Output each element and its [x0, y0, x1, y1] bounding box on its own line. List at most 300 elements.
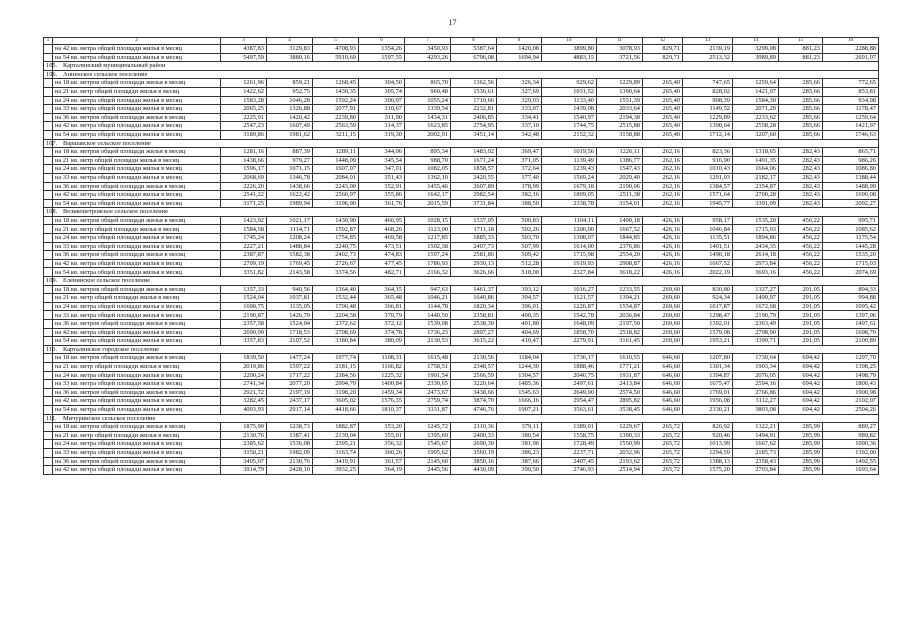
value-cell: 2547,23 — [221, 122, 267, 131]
value-cell: 646,60 — [643, 397, 683, 406]
section-title: Карталинское городское поселение — [53, 345, 879, 354]
value-cell: 865,71 — [823, 148, 879, 157]
value-cell: 1401,51 — [683, 242, 733, 251]
value-cell: 823,36 — [683, 148, 733, 157]
index-cell — [44, 45, 53, 54]
value-cell: 262,16 — [643, 156, 683, 165]
value-cell: 2074,69 — [823, 268, 879, 277]
value-cell: 426,16 — [643, 251, 683, 260]
value-cell: 1294,59 — [683, 448, 733, 457]
value-cell: 1037,81 — [267, 294, 313, 303]
value-cell: 3451,14 — [451, 130, 497, 139]
value-cell: 694,42 — [779, 371, 823, 380]
value-cell: 1953,21 — [683, 337, 733, 346]
table-row — [44, 45, 879, 54]
row-label: на 36 кв. метров общей площади жилья в месяц — [53, 113, 221, 122]
section-row — [44, 277, 879, 286]
column-number: 8 — [451, 38, 497, 45]
value-cell: 1362,10 — [405, 173, 451, 182]
value-cell: 994,88 — [823, 294, 879, 303]
value-cell: 2428,10 — [267, 466, 313, 475]
row-label: на 36 кв. метров общей площади жилья в месяц — [53, 251, 221, 260]
table-row — [44, 328, 879, 337]
value-cell: 1149,52 — [683, 105, 733, 114]
row-label: на 33 кв. метра общей площади жилья в месяц — [53, 105, 221, 114]
value-cell: 291,05 — [779, 337, 823, 346]
value-cell: 372,64 — [497, 165, 542, 174]
value-cell: 2084,01 — [313, 173, 359, 182]
value-cell: 1090,36 — [823, 440, 879, 449]
value-cell: 285,99 — [779, 457, 823, 466]
value-cell: 1769,45 — [267, 259, 313, 268]
value-cell: 829,71 — [643, 45, 683, 54]
value-cell: 1582,38 — [267, 251, 313, 260]
value-cell: 2338,78 — [542, 199, 597, 208]
row-label: на 24 кв. метра общей площади жилья в месяц — [53, 165, 221, 174]
value-cell: 1712,14 — [683, 130, 733, 139]
section-row — [44, 70, 879, 79]
value-cell: 285,99 — [779, 431, 823, 440]
tariff-table-container — [43, 37, 876, 475]
index-cell — [44, 216, 53, 225]
value-cell: 3731,84 — [451, 199, 497, 208]
index-cell — [44, 251, 53, 260]
value-cell: 1667,62 — [733, 440, 779, 449]
section-row — [44, 139, 879, 148]
value-cell: 1977,74 — [313, 354, 359, 363]
value-cell: 387,66 — [497, 457, 542, 466]
value-cell: 1135,51 — [683, 234, 733, 243]
value-cell: 1715,03 — [823, 259, 879, 268]
row-label: на 42 кв. метра общей площади жилья в месяц — [53, 466, 221, 475]
index-cell — [44, 191, 53, 200]
index-cell — [44, 96, 53, 105]
value-cell: 342,48 — [497, 130, 542, 139]
value-cell: 1982,09 — [267, 448, 313, 457]
value-cell: 1535,20 — [733, 216, 779, 225]
value-cell: 1301,34 — [683, 362, 733, 371]
value-cell: 282,43 — [779, 173, 823, 182]
value-cell: 456,22 — [779, 225, 823, 234]
value-cell: 1919,93 — [542, 259, 597, 268]
table-row — [44, 87, 879, 96]
row-label: на 24 кв. метра общей площади жилья в месяц — [53, 371, 221, 380]
value-cell: 1245,72 — [405, 423, 451, 432]
value-cell: 1298,47 — [683, 311, 733, 320]
value-cell: 1499,97 — [733, 294, 779, 303]
value-cell: 426,16 — [643, 268, 683, 277]
value-cell: 1395,69 — [405, 431, 451, 440]
index-cell — [44, 466, 53, 475]
value-cell: 1422,62 — [221, 87, 267, 96]
value-cell: 482,71 — [359, 268, 405, 277]
value-cell: 1667,52 — [597, 225, 643, 234]
value-cell: 1268,45 — [313, 79, 359, 88]
value-cell: 1019,56 — [542, 148, 597, 157]
value-cell: 1229,67 — [597, 423, 643, 432]
value-cell: 1423,92 — [221, 216, 267, 225]
value-cell: 3189,86 — [221, 130, 267, 139]
value-cell: 410,47 — [497, 337, 542, 346]
value-cell: 282,43 — [779, 156, 823, 165]
column-number: 2 — [53, 38, 221, 45]
value-cell: 3220,64 — [451, 380, 497, 389]
value-cell: 2700,28 — [733, 191, 779, 200]
value-cell: 1858,57 — [451, 165, 497, 174]
table-row — [44, 148, 879, 157]
value-cell: 4746,76 — [451, 405, 497, 414]
value-cell: 2102,07 — [823, 397, 879, 406]
value-cell: 2166,32 — [405, 268, 451, 277]
value-cell: 364,19 — [359, 466, 405, 475]
value-cell: 2357,58 — [221, 320, 267, 329]
value-cell: 3331,87 — [405, 405, 451, 414]
value-cell: 2068,69 — [221, 173, 267, 182]
table-row — [44, 440, 879, 449]
value-cell: 1844,85 — [597, 234, 643, 243]
value-cell: 1226,87 — [542, 302, 597, 311]
value-cell: 1597,22 — [267, 362, 313, 371]
value-cell: 1524,04 — [267, 320, 313, 329]
value-cell: 1671,24 — [451, 156, 497, 165]
value-cell: 2363,49 — [733, 320, 779, 329]
value-cell: 386,23 — [497, 448, 542, 457]
column-number: 9 — [497, 38, 542, 45]
value-cell: 382,16 — [497, 191, 542, 200]
value-cell: 1477,24 — [267, 354, 313, 363]
value-cell: 1144,78 — [405, 302, 451, 311]
value-cell: 2376,86 — [597, 242, 643, 251]
value-cell: 2691,07 — [823, 53, 879, 62]
value-cell: 388,50 — [497, 199, 542, 208]
value-cell: 3874,70 — [451, 397, 497, 406]
value-cell: 1885,33 — [451, 234, 497, 243]
value-cell: 1071,15 — [267, 165, 313, 174]
column-number: 3 — [221, 38, 267, 45]
value-cell: 894,33 — [823, 285, 879, 294]
column-number: 1 — [44, 38, 53, 45]
value-cell: 2982,54 — [451, 191, 497, 200]
value-cell: 1569,24 — [542, 173, 597, 182]
value-cell: 370,79 — [359, 311, 405, 320]
value-cell: 2225,91 — [221, 113, 267, 122]
index-cell — [44, 130, 53, 139]
value-cell: 1730,64 — [733, 354, 779, 363]
value-cell: 1540,97 — [542, 113, 597, 122]
value-cell: 2708,90 — [733, 328, 779, 337]
row-label: на 42 кв. метра общей площади жилья в месяц — [53, 122, 221, 131]
value-cell: 1488,99 — [823, 182, 879, 191]
value-cell: 352,91 — [359, 182, 405, 191]
value-cell: 1390,64 — [683, 122, 733, 131]
index-cell — [44, 234, 53, 243]
value-cell: 1166,82 — [359, 362, 405, 371]
value-cell: 2690,30 — [451, 440, 497, 449]
value-cell: 1551,39 — [597, 96, 643, 105]
value-cell: 2237,71 — [542, 448, 597, 457]
value-cell: 1421,97 — [733, 87, 779, 96]
value-cell: 282,43 — [779, 165, 823, 174]
value-cell: 2511,38 — [597, 191, 643, 200]
value-cell: 908,39 — [683, 96, 733, 105]
value-cell: 853,81 — [823, 87, 879, 96]
value-cell: 694,42 — [779, 380, 823, 389]
value-cell: 2100,89 — [823, 337, 879, 346]
value-cell: 360,26 — [359, 448, 405, 457]
section-index: 105. — [44, 62, 53, 71]
value-cell: 2554,20 — [597, 251, 643, 260]
value-cell: 3207,60 — [733, 130, 779, 139]
table-row — [44, 96, 879, 105]
index-cell — [44, 173, 53, 182]
value-cell: 2994,79 — [313, 380, 359, 389]
value-cell: 1537,05 — [451, 216, 497, 225]
value-cell: 1715,98 — [542, 251, 597, 260]
row-label: на 24 кв. метра общей площади жилья в месяц — [53, 234, 221, 243]
value-cell: 1459,34 — [359, 388, 405, 397]
value-cell: 355,01 — [359, 431, 405, 440]
value-cell: 1392,00 — [823, 448, 879, 457]
value-cell: 929,62 — [542, 79, 597, 88]
value-cell: 2384,56 — [313, 371, 359, 380]
row-label: на 54 кв. метра общей площади жилья в месяц — [53, 268, 221, 277]
value-cell: 365,48 — [359, 294, 405, 303]
row-label: на 18 кв. метров общей площади жилья в месяц — [53, 354, 221, 363]
value-cell: 1445,28 — [823, 242, 879, 251]
value-cell: 1718,53 — [267, 328, 313, 337]
row-label: на 21 кв. метр общей площади жилья в месяц — [53, 225, 221, 234]
value-cell: 2690,99 — [221, 328, 267, 337]
value-cell: 1055,24 — [405, 96, 451, 105]
value-cell: 934,98 — [823, 96, 879, 105]
value-cell: 1497,61 — [823, 320, 879, 329]
value-cell: 2152,32 — [542, 130, 597, 139]
table-row — [44, 199, 879, 208]
value-cell: 1736,23 — [405, 328, 451, 337]
table-row — [44, 294, 879, 303]
value-cell: 3163,74 — [313, 448, 359, 457]
value-cell: 265,40 — [643, 96, 683, 105]
value-cell: 694,42 — [779, 354, 823, 363]
value-cell: 1575,20 — [683, 466, 733, 475]
value-cell: 1675,47 — [683, 380, 733, 389]
value-cell: 2497,61 — [542, 380, 597, 389]
value-cell: 947,63 — [405, 285, 451, 294]
value-cell: 2385,62 — [221, 440, 267, 449]
value-cell: 1244,30 — [497, 362, 542, 371]
column-number: 15 — [779, 38, 823, 45]
section-index: 111. — [44, 414, 53, 423]
value-cell: 1642,17 — [405, 191, 451, 200]
value-cell: 265,72 — [643, 431, 683, 440]
section-row — [44, 62, 879, 71]
value-cell: 2348,57 — [451, 362, 497, 371]
index-cell — [44, 440, 53, 449]
table-row — [44, 337, 879, 346]
value-cell: 265,72 — [643, 448, 683, 457]
row-label: на 42 кв. метра общей площади жилья в месяц — [53, 328, 221, 337]
value-cell: 3391,09 — [733, 199, 779, 208]
value-cell: 1597,55 — [359, 53, 405, 62]
value-cell: 269,60 — [643, 311, 683, 320]
value-cell: 1690,75 — [221, 302, 267, 311]
table-row — [44, 79, 879, 88]
index-cell — [44, 199, 53, 208]
value-cell: 282,43 — [779, 148, 823, 157]
value-cell: 502,26 — [497, 225, 542, 234]
value-cell: 1490,18 — [597, 216, 643, 225]
value-cell: 374,78 — [359, 328, 405, 337]
value-cell: 940,56 — [267, 285, 313, 294]
value-cell: 500,83 — [497, 216, 542, 225]
value-cell: 694,42 — [779, 397, 823, 406]
value-cell: 881,23 — [779, 45, 823, 54]
row-label: на 24 кв. метра общей площади жилья в месяц — [53, 302, 221, 311]
value-cell: 1903,34 — [733, 362, 779, 371]
value-cell: 1362,56 — [451, 79, 497, 88]
value-cell: 2204,58 — [313, 311, 359, 320]
value-cell: 2071,29 — [733, 105, 779, 114]
value-cell: 356,32 — [359, 440, 405, 449]
value-cell: 1694,94 — [497, 53, 542, 62]
value-cell: 1623,85 — [405, 122, 451, 131]
table-row — [44, 173, 879, 182]
value-cell: 1717,22 — [267, 371, 313, 380]
value-cell: 285,66 — [779, 87, 823, 96]
section-index: 107. — [44, 139, 53, 148]
value-cell: 2288,88 — [823, 45, 879, 54]
value-cell: 1400,84 — [359, 380, 405, 389]
value-cell: 2581,86 — [451, 251, 497, 260]
value-cell: 889,27 — [823, 423, 879, 432]
row-label: на 36 кв. метров общей площади жилья в месяц — [53, 182, 221, 191]
value-cell: 3450,93 — [405, 45, 451, 54]
index-cell — [44, 156, 53, 165]
row-label: на 18 кв. метров общей площади жилья в месяц — [53, 285, 221, 294]
value-cell: 887,39 — [267, 148, 313, 157]
value-cell: 265,72 — [643, 466, 683, 475]
value-cell: 2574,50 — [597, 388, 643, 397]
table-row — [44, 380, 879, 389]
column-number: 5 — [313, 38, 359, 45]
value-cell: 1392,01 — [683, 320, 733, 329]
value-cell: 291,05 — [779, 294, 823, 303]
value-cell: 3563,61 — [542, 405, 597, 414]
value-cell: 2110,36 — [451, 423, 497, 432]
table-row — [44, 285, 879, 294]
value-cell: 916,90 — [683, 156, 733, 165]
value-cell: 1810,37 — [359, 405, 405, 414]
value-cell: 3282,45 — [221, 397, 267, 406]
value-cell: 1397,06 — [823, 311, 879, 320]
value-cell: 1426,79 — [267, 311, 313, 320]
row-label: на 42 кв. метра общей площади жилья в месяц — [53, 191, 221, 200]
value-cell: 262,16 — [643, 199, 683, 208]
value-cell: 2413,84 — [597, 380, 643, 389]
value-cell: 265,40 — [643, 79, 683, 88]
value-cell: 1439,08 — [542, 105, 597, 114]
value-cell: 2518,82 — [597, 328, 643, 337]
value-cell: 2372,62 — [313, 320, 359, 329]
value-cell: 329,03 — [497, 96, 542, 105]
value-cell: 1133,40 — [542, 96, 597, 105]
value-cell: 2130,56 — [451, 354, 497, 363]
value-cell: 2240,75 — [313, 242, 359, 251]
value-cell: 1384,57 — [683, 182, 733, 191]
value-cell: 2709,19 — [221, 259, 267, 268]
value-cell: 2614,18 — [733, 251, 779, 260]
value-cell: 895,34 — [405, 148, 451, 157]
value-cell: 1281,16 — [221, 148, 267, 157]
value-cell: 1086,80 — [823, 165, 879, 174]
value-cell: 3198,20 — [313, 388, 359, 397]
value-cell: 1640,86 — [451, 294, 497, 303]
value-cell: 2130,53 — [405, 337, 451, 346]
value-cell: 1483,92 — [451, 148, 497, 157]
section-index: 109. — [44, 277, 53, 286]
value-cell: 1858,70 — [542, 328, 597, 337]
value-cell: 1502,38 — [405, 242, 451, 251]
value-cell: 1667,52 — [683, 259, 733, 268]
value-cell: 1095,42 — [823, 302, 879, 311]
value-cell: 1579,08 — [683, 328, 733, 337]
value-cell: 1728,49 — [542, 440, 597, 449]
index-cell — [44, 259, 53, 268]
index-cell — [44, 448, 53, 457]
value-cell: 2766,86 — [733, 388, 779, 397]
value-cell: 1771,21 — [597, 362, 643, 371]
value-cell: 269,60 — [643, 337, 683, 346]
column-number: 13 — [683, 38, 733, 45]
value-cell: 952,75 — [267, 87, 313, 96]
table-row — [44, 234, 879, 243]
value-cell: 1386,77 — [597, 156, 643, 165]
value-cell: 2190,06 — [597, 182, 643, 191]
value-cell: 1389,01 — [542, 423, 597, 432]
value-cell: 2566,59 — [451, 371, 497, 380]
row-label: на 21 кв. метр общей площади жилья в месяц — [53, 362, 221, 371]
value-cell: 1291,03 — [683, 173, 733, 182]
value-cell: 509,42 — [497, 251, 542, 260]
table-row — [44, 431, 879, 440]
value-cell: 3850,16 — [451, 457, 497, 466]
value-cell: 1839,50 — [221, 354, 267, 363]
value-cell: 1259,64 — [823, 113, 879, 122]
value-cell: 282,43 — [779, 182, 823, 191]
value-cell: 1615,48 — [405, 354, 451, 363]
value-cell: 1448,09 — [313, 156, 359, 165]
index-cell — [44, 79, 53, 88]
value-cell: 347,01 — [359, 165, 405, 174]
value-cell: 2406,85 — [451, 113, 497, 122]
value-cell: 285,99 — [779, 448, 823, 457]
value-cell: 1736,17 — [542, 354, 597, 363]
value-cell: 2077,91 — [313, 105, 359, 114]
table-row — [44, 448, 879, 457]
value-cell: 1225,32 — [359, 371, 405, 380]
value-cell: 881,23 — [779, 53, 823, 62]
table-row — [44, 191, 879, 200]
value-cell: 1207,80 — [683, 354, 733, 363]
value-cell: 394,57 — [497, 294, 542, 303]
value-cell: 2560,97 — [313, 191, 359, 200]
value-cell: 366,81 — [359, 302, 405, 311]
value-cell: 2437,17 — [267, 397, 313, 406]
value-cell: 1028,15 — [405, 216, 451, 225]
value-cell: 1217,85 — [405, 234, 451, 243]
value-cell: 1388,44 — [823, 173, 879, 182]
column-number: 16 — [823, 38, 879, 45]
